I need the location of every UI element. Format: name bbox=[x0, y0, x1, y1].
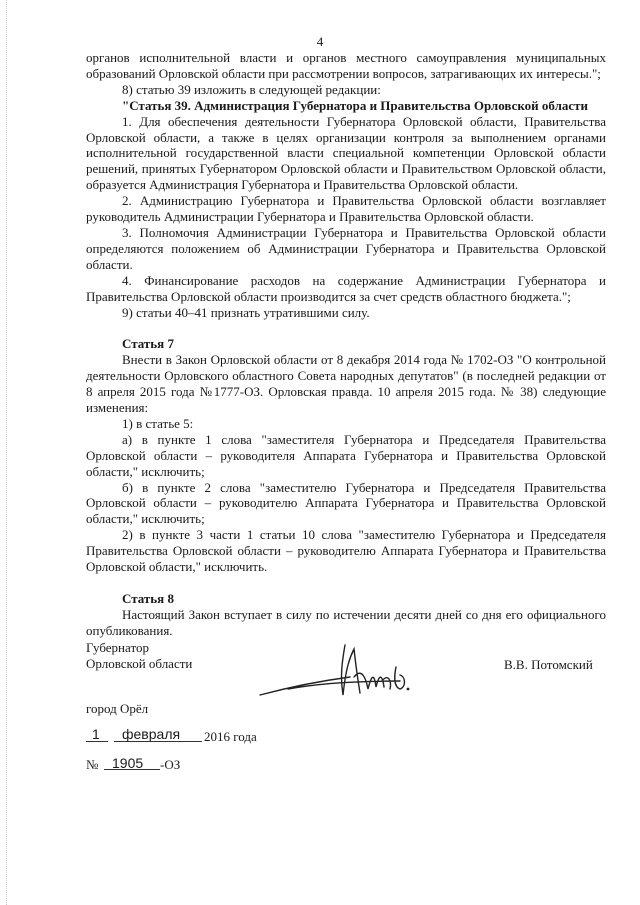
article-39-clause-4: 4. Финансирование расходов на содержание Администрации Губернатора и Правительства Орловской области производится за счет средств областного бюджета."; bbox=[86, 272, 606, 304]
signatory-name: В.В. Потомский bbox=[504, 657, 593, 672]
article-39-heading: "Статья 39. Администрация Губернатора и Правительства Орловской области bbox=[122, 97, 589, 113]
article-7-item-a: а) в пункте 1 слова "заместителя Губернатора и Председателя Правительства Орловской области – руководителя Аппарата Губернатора и Правительства Орловской области," исключить; bbox=[86, 431, 606, 479]
date-day: 1 bbox=[92, 726, 100, 742]
handwritten-signature bbox=[250, 637, 420, 707]
article-39-clause-3: 3. Полномочия Администрации Губернатора и Правительства Орловской области определяются положением об Администрации Губернатора и Правительства Орловской области. bbox=[86, 224, 606, 272]
city-of-signing: город Орёл bbox=[86, 701, 149, 716]
article-39-clause-1: 1. Для обеспечения деятельности Губернатора Орловской области, Правительства Орловской области, а также в целях организации контроля за выполнением органами исполнительной государственной власти специальной компетенции Орловской области решений, принятых Губернатором Орловской области и Правительством Орловской области, образуется Администрация Губернатора и Правительства Орловской области. bbox=[86, 113, 606, 193]
article-8-heading: Статья 8 bbox=[122, 591, 174, 606]
article-7-item-b: б) в пункте 2 слова "заместителю Губернатора и Председателя Правительства Орловской области – руководителю Аппарата Губернатора и Правительства Орловской области," исключить; bbox=[86, 479, 606, 527]
page-number: 4 bbox=[316, 34, 324, 49]
paragraph-continuation: органов исполнительной власти и органов местного самоуправления муниципальных образований Орловской области при рассмотрении вопросов, затрагивающих их интересы."; bbox=[86, 50, 606, 81]
law-number-prefix: № bbox=[86, 757, 99, 772]
article-8-text: Настоящий Закон вступает в силу по истечении десяти дней со дня его официального опубликования. bbox=[86, 606, 606, 638]
article-7-heading: Статья 7 bbox=[122, 336, 174, 352]
scan-edge bbox=[6, 0, 8, 905]
date-year: 2016 года bbox=[204, 729, 257, 744]
article-7-item-1: 1) в статье 5: bbox=[122, 415, 194, 431]
date-month: февраля bbox=[122, 726, 181, 742]
paragraph-item-8: 8) статью 39 изложить в следующей редакции: bbox=[122, 81, 381, 97]
signatory-title bbox=[86, 640, 192, 672]
signatory-title-line-2: Орловской области bbox=[86, 656, 193, 671]
paragraph-item-9: 9) статьи 40–41 признать утратившими силу. bbox=[122, 304, 370, 320]
article-7-intro: Внести в Закон Орловской области от 8 декабря 2014 года № 1702-ОЗ "О контрольной деятельности Орловского областного Совета народных депутатов" (в последней редакции от 8 апреля 2015 года №1777-ОЗ. Орловская правда. 10 апреля 2015 года. № 38) следующие изменения: bbox=[86, 352, 606, 416]
law-number-suffix: -ОЗ bbox=[160, 757, 181, 772]
document-body bbox=[86, 50, 606, 639]
article-7-item-2: 2) в пункте 3 части 1 статьи 10 слова "заместителю Губернатора и Председателя Правительства Орловской области – руководителю Аппарата Губернатора и Правительства Орловской области," исключить. bbox=[86, 527, 606, 575]
article-39-clause-2: 2. Администрацию Губернатора и Правительства Орловской области возглавляет руководитель Администрации Губернатора и Правительства Орловской области. bbox=[86, 193, 606, 225]
law-number-value: 1905 bbox=[112, 755, 144, 771]
signatory-title-line-1: Губернатор bbox=[86, 640, 149, 655]
